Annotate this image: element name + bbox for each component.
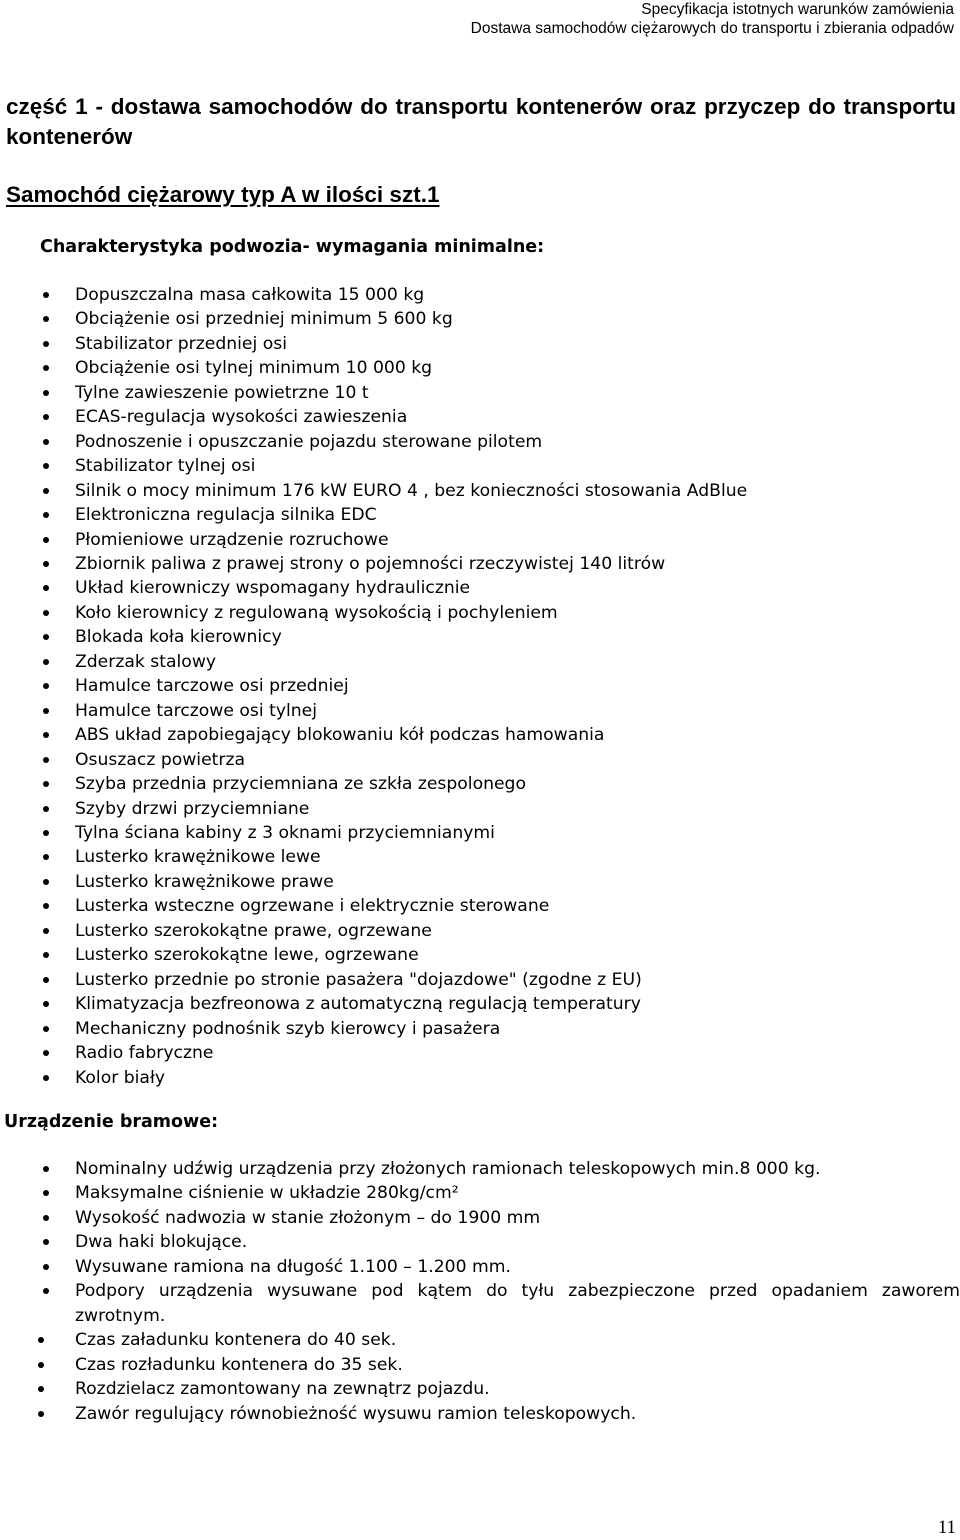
bullet-icon [43,1239,49,1245]
list-item [75,430,955,454]
list-item-text: Podnoszenie i opuszczanie pojazdu sterowane pilotem [75,431,543,452]
list-item-text: Tylne zawieszenie powietrzne 10 t [75,382,369,403]
device-heading: Urządzenie bramowe: [4,1112,219,1132]
list-item [75,528,955,552]
bullet-icon [43,585,49,591]
list-item-text: Zawór regulujący równobieżność wysuwu ramion teleskopowych. [75,1403,637,1424]
bullet-icon [43,781,49,787]
list-item-text: Obciążenie osi tylnej minimum 10 000 kg [75,358,433,379]
bullet-icon [43,390,49,396]
bullet-icon [43,1190,49,1196]
list-item [75,1066,955,1090]
list-item [75,552,955,576]
list-item [75,1377,960,1401]
list-item [75,650,955,674]
list-item-text: Rozdzielacz zamontowany na zewnątrz pojazdu. [75,1379,490,1400]
chassis-spec-list [75,283,955,1090]
list-item [75,356,955,380]
page-header [471,0,954,38]
bullet-icon [43,634,49,640]
bullet-icon [43,708,49,714]
list-item [75,381,955,405]
bullet-icon [43,1166,49,1172]
bullet-icon [43,683,49,689]
list-item-text: Hamulce tarczowe osi przedniej [75,676,349,697]
bullet-icon [43,1026,49,1032]
list-item [75,894,955,918]
list-item-text: Lusterko krawężnikowe lewe [75,847,321,868]
bullet-icon [43,292,49,298]
list-item [75,283,955,307]
bullet-icon [43,1288,49,1294]
list-item [75,479,955,503]
bullet-icon [43,365,49,371]
list-item-text: Radio fabryczne [75,1043,214,1064]
bullet-icon [43,1001,49,1007]
list-item-text: Stabilizator tylnej osi [75,456,256,477]
list-item-text: Zderzak stalowy [75,651,217,672]
list-item-text: Obciążenie osi przedniej minimum 5 600 kg [75,309,453,330]
list-item [75,601,955,625]
list-item-text: Wysuwane ramiona na długość 1.100 – 1.200 mm. [75,1256,511,1277]
list-item-text: Zbiornik paliwa z prawej strony o pojemności rzeczywistej 140 litrów [75,553,666,574]
bullet-icon [43,463,49,469]
list-item [75,1328,960,1352]
list-item [75,1041,955,1065]
list-item [75,1230,960,1254]
list-item-text: Szyba przednia przyciemniana ze szkła zespolonego [75,774,526,795]
bullet-icon [43,488,49,494]
list-item-text: Układ kierowniczy wspomagany hydraulicznie [75,578,471,599]
bullet-icon [43,512,49,518]
bullet-icon [43,1075,49,1081]
device-spec-list [75,1157,960,1426]
list-item-text: Maksymalne ciśnienie w układzie 280kg/cm² [75,1183,459,1204]
list-item [75,797,955,821]
bullet-icon [43,903,49,909]
list-item [75,405,955,429]
bullet-icon [43,316,49,322]
list-item-text: Lusterko przednie po stronie pasażera "dojazdowe" (zgodne z EU) [75,969,642,990]
list-item [75,992,955,1016]
list-item [75,1017,955,1041]
list-item-text: Lusterko szerokokątne lewe, ogrzewane [75,945,419,966]
bullet-icon [43,610,49,616]
bullet-icon [43,537,49,543]
bullet-icon [43,952,49,958]
list-item-text: Podpory urządzenia wysuwane pod kątem do tyłu zabezpieczone przed opadaniem zaworem zwrotnym. [75,1281,960,1326]
bullet-icon [43,561,49,567]
list-item-text: Czas załadunku kontenera do 40 sek. [75,1330,397,1351]
list-item [75,772,955,796]
list-item [75,332,955,356]
bullet-icon [43,659,49,665]
list-item [75,1255,960,1279]
page-number: 11 [937,1517,956,1538]
list-item [75,968,955,992]
list-item [75,699,955,723]
bullet-icon [43,830,49,836]
list-item-text: Lusterko krawężnikowe prawe [75,871,334,892]
bullet-icon [38,1386,44,1392]
list-item-text: Silnik o mocy minimum 176 kW EURO 4 , bez konieczności stosowania AdBlue [75,480,748,501]
bullet-icon [43,757,49,763]
bullet-icon [43,977,49,983]
bullet-icon [43,414,49,420]
list-item-text: Szyby drzwi przyciemniane [75,798,310,819]
bullet-icon [43,732,49,738]
bullet-icon [43,1264,49,1270]
list-item [75,1206,960,1230]
chassis-heading: Charakterystyka podwozia- wymagania minimalne: [40,237,545,257]
list-item [75,674,955,698]
list-item-text: Dwa haki blokujące. [75,1232,248,1253]
list-item-text: Blokada koła kierownicy [75,627,282,648]
list-item [75,1181,960,1205]
list-item [75,748,955,772]
list-item-text: Wysokość nadwozia w stanie złożonym – do 1900 mm [75,1207,541,1228]
list-item [75,307,955,331]
bullet-icon [43,879,49,885]
list-item-text: Elektroniczna regulacja silnika EDC [75,505,377,526]
list-item-text: Mechaniczny podnośnik szyb kierowcy i pasażera [75,1018,501,1039]
vehicle-title: Samochód ciężarowy typ A w ilości szt.1 [6,182,440,207]
bullet-icon [43,341,49,347]
list-item-text: Koło kierownicy z regulowaną wysokością i pochyleniem [75,602,558,623]
list-item [75,1279,960,1328]
bullet-icon [43,854,49,860]
list-item-text: Osuszacz powietrza [75,749,246,770]
header-line-1: Specyfikacja istotnych warunków zamówienia [641,1,954,18]
list-item [75,723,955,747]
list-item [75,1353,960,1377]
list-item [75,845,955,869]
list-item [75,870,955,894]
list-item [75,919,955,943]
bullet-icon [43,928,49,934]
list-item-text: Dopuszczalna masa całkowita 15 000 kg [75,285,425,305]
list-item [75,1402,960,1426]
list-item [75,454,955,478]
bullet-icon [43,1215,49,1221]
list-item [75,503,955,527]
bullet-icon [38,1337,44,1343]
list-item-text: Kolor biały [75,1067,166,1088]
list-item [75,625,955,649]
list-item-text: Płomieniowe urządzenie rozruchowe [75,529,389,550]
bullet-icon [38,1362,44,1368]
list-item-text: Hamulce tarczowe osi tylnej [75,700,318,721]
list-item-text: Lusterko szerokokątne prawe, ogrzewane [75,920,432,941]
list-item-text: Tylna ściana kabiny z 3 oknami przyciemnianymi [75,822,495,843]
list-item [75,576,955,600]
bullet-icon [38,1411,44,1417]
header-line-2: Dostawa samochodów ciężarowych do transportu i zbierania odpadów [470,20,954,37]
bullet-icon [43,806,49,812]
bullet-icon [43,1050,49,1056]
part-title: część 1 - dostawa samochodów do transportu kontenerów oraz przyczep do transportu kontenerów [6,94,956,149]
list-item-text: Lusterka wsteczne ogrzewane i elektrycznie sterowane [75,896,550,917]
list-item-text: Nominalny udźwig urządzenia przy złożonych ramionach teleskopowych min.8 000 kg. [75,1159,821,1179]
list-item [75,943,955,967]
list-item-text: Stabilizator przedniej osi [75,333,287,354]
list-item [75,821,955,845]
list-item-text: Klimatyzacja bezfreonowa z automatyczną regulacją temperatury [75,994,641,1015]
list-item [75,1157,960,1181]
list-item-text: Czas rozładunku kontenera do 35 sek. [75,1354,403,1375]
bullet-icon [43,439,49,445]
list-item-text: ECAS-regulacja wysokości zawieszenia [75,407,408,428]
list-item-text: ABS układ zapobiegający blokowaniu kół podczas hamowania [75,725,605,746]
